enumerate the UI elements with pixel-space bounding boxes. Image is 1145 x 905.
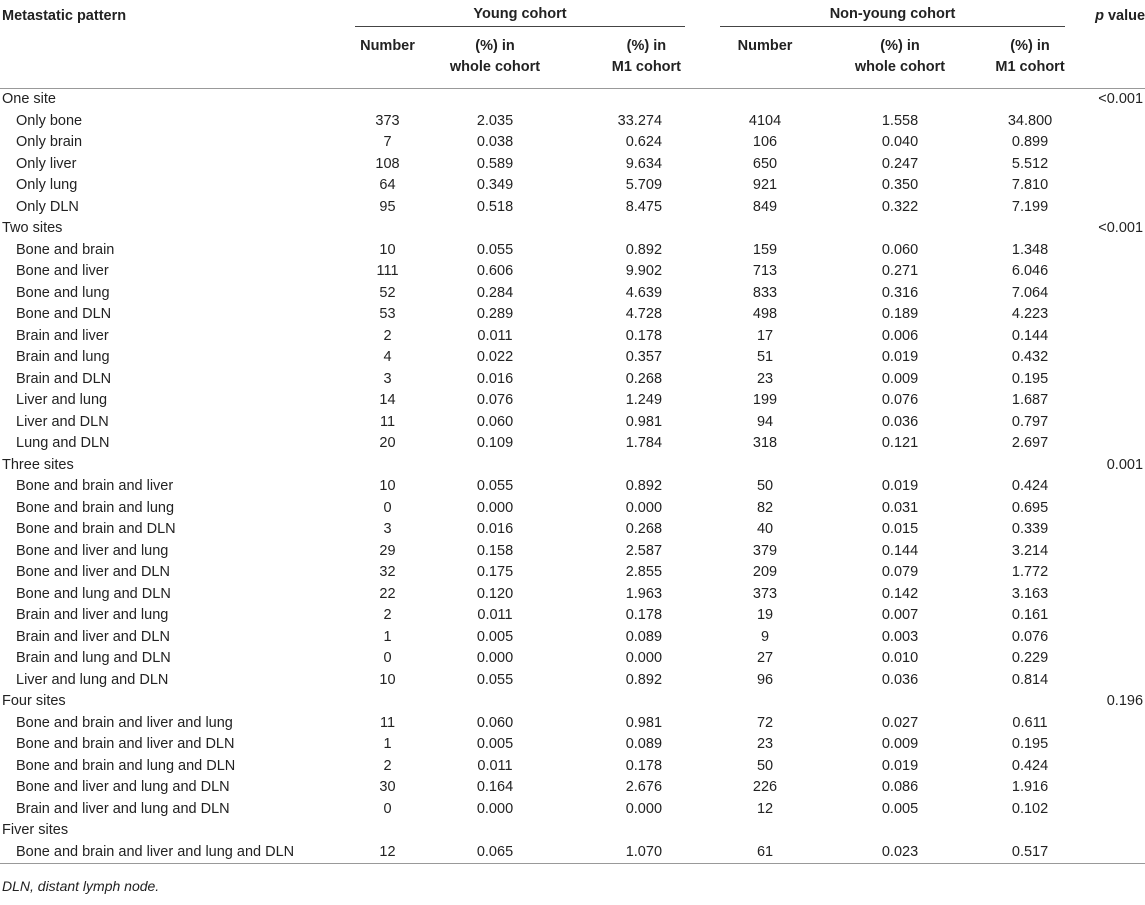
- nonyoung-m1-pct-cell: 0.899: [1011, 134, 1049, 150]
- pattern-cell: Bone and brain and lung: [16, 499, 175, 516]
- pattern-cell: Only liver: [16, 155, 77, 172]
- nonyoung-m1-pct-cell: 5.512: [1011, 155, 1049, 172]
- young-m1-pct-cell: 0.178: [625, 757, 663, 774]
- young-whole-pct-cell: 0.109: [476, 435, 514, 451]
- table-row: [0, 627, 1145, 649]
- nonyoung-m1-pct-cell: 0.611: [1012, 714, 1048, 731]
- table-row: [0, 261, 1145, 283]
- nonyoung-number-cell: 498: [752, 306, 778, 322]
- pattern-cell: Liver and lung and DLN: [16, 671, 169, 688]
- nonyoung-whole-pct-cell: 0.005: [881, 800, 919, 817]
- pattern-cell: Brain and liver and lung: [16, 607, 169, 623]
- young-m1-pct-cell: 0.178: [625, 327, 663, 344]
- pattern-cell: Bone and liver and lung and DLN: [16, 779, 230, 795]
- young-number-cell: 2: [383, 607, 392, 623]
- young-m1-pct-cell: 0.357: [625, 349, 663, 365]
- young-whole-pct-cell: 0.016: [476, 370, 514, 387]
- young-m1-pct-cell: 1.249: [625, 392, 663, 408]
- nonyoung-m1-pct-cell: 0.432: [1011, 349, 1049, 365]
- young-m1-pct-cell: 8.475: [625, 198, 663, 215]
- nonyoung-number-cell: 23: [756, 370, 774, 387]
- pattern-cell: Bone and liver and DLN: [16, 564, 170, 580]
- nonyoung-number-cell: 159: [752, 241, 778, 258]
- table-row: [0, 799, 1145, 821]
- young-m1-pct-cell: 0.892: [625, 478, 663, 494]
- young-number-cell: 1: [383, 736, 392, 752]
- young-m1-pct-cell: 0.892: [625, 671, 663, 688]
- young-number-cell: 10: [379, 478, 396, 494]
- nonyoung-m1-pct-cell: 0.517: [1011, 843, 1049, 860]
- pattern-cell: Brain and lung and DLN: [16, 650, 171, 666]
- nonyoung-number-cell: 9: [760, 628, 770, 645]
- young-whole-header: (%) in whole cohort: [449, 38, 541, 75]
- nonyoung-whole-pct-cell: 0.079: [881, 564, 919, 580]
- nonyoung-whole-pct-cell: 0.121: [881, 435, 919, 451]
- young-m1-pct-cell: 0.892: [625, 241, 663, 258]
- pattern-cell: Liver and lung: [16, 392, 108, 408]
- nonyoung-m1-pct-cell: 0.229: [1011, 650, 1049, 666]
- young-m1-pct-cell: 0.089: [625, 736, 663, 752]
- young-whole-pct-cell: 0.038: [476, 134, 514, 150]
- young-whole-pct-cell: 0.022: [476, 349, 514, 365]
- young-m1-pct-cell: 2.676: [625, 779, 663, 795]
- young-m1-pct-cell: 9.902: [625, 263, 663, 279]
- pattern-cell: Bone and brain and liver and lung: [16, 714, 233, 731]
- nonyoung-m1-pct-cell: 3.214: [1011, 542, 1049, 559]
- group-row: [0, 218, 1145, 240]
- group-title: Fiver sites: [2, 822, 69, 838]
- nonyoung-number-cell: 373: [752, 585, 778, 602]
- young-whole-pct-cell: 0.011: [477, 327, 513, 344]
- young-number-header: Number: [360, 38, 415, 54]
- pattern-cell: Bone and liver and lung: [16, 542, 169, 559]
- young-number-cell: 0: [383, 499, 392, 516]
- group-title: One site: [2, 91, 56, 107]
- nonyoung-number-cell: 50: [756, 478, 774, 494]
- young-number-cell: 0: [383, 650, 392, 666]
- pattern-cell: Brain and liver: [16, 327, 109, 344]
- nonyoung-whole-pct-cell: 0.060: [881, 241, 919, 258]
- nonyoung-number-cell: 713: [752, 263, 778, 279]
- young-m1-pct-cell: 0.981: [625, 413, 663, 430]
- young-whole-pct-cell: 0.175: [476, 564, 514, 580]
- group-p-value: <0.001: [1098, 91, 1144, 107]
- nonyoung-whole-pct-cell: 0.010: [881, 650, 919, 666]
- nonyoung-m1-pct-cell: 0.076: [1011, 628, 1049, 645]
- young-whole-pct-cell: 0.606: [476, 263, 514, 279]
- table-row: [0, 197, 1145, 219]
- young-whole-pct-cell: 0.349: [476, 177, 514, 193]
- young-whole-pct-cell: 0.011: [477, 757, 513, 774]
- nonyoung-number-cell: 318: [752, 435, 778, 451]
- young-number-cell: 64: [379, 177, 396, 193]
- table-row: [0, 369, 1145, 391]
- nonyoung-m1-pct-cell: 0.424: [1011, 478, 1049, 494]
- nonyoung-whole-pct-cell: 0.019: [881, 478, 919, 494]
- young-whole-pct-cell: 0.120: [476, 585, 514, 602]
- pattern-cell: Only lung: [16, 177, 78, 193]
- young-m1-pct-cell: 1.784: [625, 435, 663, 451]
- nonyoung-number-cell: 23: [756, 736, 774, 752]
- table-row: [0, 175, 1145, 197]
- table-row: [0, 734, 1145, 756]
- nonyoung-number-cell: 17: [756, 327, 774, 344]
- nonyoung-number-cell: 209: [752, 564, 778, 580]
- pattern-cell: Bone and lung and DLN: [16, 585, 171, 602]
- nonyoung-whole-pct-cell: 0.009: [881, 370, 919, 387]
- header-row-1: [0, 0, 1145, 32]
- group-row: [0, 820, 1145, 842]
- group-row: [0, 455, 1145, 477]
- pattern-cell: Brain and DLN: [16, 370, 112, 387]
- nonyoung-number-cell: 921: [752, 177, 778, 193]
- nonyoung-whole-pct-cell: 0.007: [881, 607, 919, 623]
- pattern-cell: Bone and brain and liver and lung and DLN: [16, 843, 295, 860]
- nonyoung-number-cell: 61: [756, 843, 774, 860]
- nonyoung-whole-pct-cell: 0.019: [881, 349, 919, 365]
- nonyoung-whole-pct-cell: 0.271: [881, 263, 919, 279]
- young-number-cell: 95: [379, 198, 396, 215]
- young-number-cell: 11: [379, 413, 396, 430]
- nonyoung-number-cell: 106: [752, 134, 778, 150]
- young-number-cell: 3: [383, 521, 392, 537]
- young-number-cell: 53: [379, 306, 396, 322]
- table-row: [0, 498, 1145, 520]
- table-row: [0, 648, 1145, 670]
- pattern-cell: Brain and lung: [16, 349, 110, 365]
- young-cohort-header: Young cohort: [355, 6, 685, 27]
- young-whole-pct-cell: 0.011: [477, 607, 513, 623]
- table-row: [0, 326, 1145, 348]
- nonyoung-number-cell: 12: [756, 800, 774, 817]
- nonyoung-m1-pct-cell: 6.046: [1011, 263, 1049, 279]
- nonyoung-number-cell: 51: [756, 349, 774, 365]
- nonyoung-m1-pct-cell: 2.697: [1011, 435, 1049, 451]
- young-number-cell: 12: [379, 843, 396, 860]
- group-p-value: 0.196: [1106, 693, 1144, 709]
- nonyoung-cohort-header: Non-young cohort: [720, 6, 1065, 27]
- nonyoung-m1-pct-cell: 0.102: [1011, 800, 1049, 817]
- table-row: [0, 154, 1145, 176]
- group-p-value: [1085, 820, 1145, 842]
- nonyoung-whole-pct-cell: 0.040: [881, 134, 919, 150]
- young-number-cell: 52: [379, 284, 396, 301]
- group-p-value: <0.001: [1098, 220, 1144, 236]
- nonyoung-whole-pct-cell: 0.023: [881, 843, 919, 860]
- table-row: [0, 304, 1145, 326]
- pattern-cell: Bone and brain and liver and DLN: [16, 736, 235, 752]
- nonyoung-m1-pct-cell: 0.195: [1011, 370, 1049, 387]
- table-row: [0, 476, 1145, 498]
- nonyoung-m1-pct-cell: 0.424: [1011, 757, 1049, 774]
- pattern-cell: Only DLN: [16, 198, 79, 215]
- nonyoung-whole-pct-cell: 0.142: [881, 585, 919, 602]
- young-whole-pct-cell: 0.055: [476, 241, 514, 258]
- young-whole-pct-cell: 0.055: [476, 671, 514, 688]
- nonyoung-whole-pct-cell: 0.003: [881, 628, 919, 645]
- young-number-cell: 0: [383, 800, 392, 817]
- young-whole-pct-cell: 0.000: [476, 499, 514, 516]
- nonyoung-whole-header: (%) in whole cohort: [854, 38, 946, 75]
- young-m1-pct-cell: 33.274: [617, 112, 663, 129]
- young-whole-pct-cell: 0.589: [476, 155, 514, 172]
- nonyoung-m1-pct-cell: 1.348: [1011, 241, 1049, 258]
- young-m1-pct-cell: 4.639: [625, 284, 663, 301]
- nonyoung-whole-pct-cell: 0.350: [881, 177, 919, 193]
- young-number-cell: 4: [383, 349, 392, 365]
- table-row: [0, 390, 1145, 412]
- table-row: [0, 433, 1145, 455]
- young-m1-pct-cell: 0.981: [625, 714, 663, 731]
- nonyoung-m1-pct-cell: 1.687: [1011, 392, 1049, 408]
- nonyoung-number-cell: 379: [752, 542, 778, 559]
- nonyoung-m1-pct-cell: 0.814: [1011, 671, 1049, 688]
- nonyoung-whole-pct-cell: 0.086: [881, 779, 919, 795]
- young-number-cell: 1: [383, 628, 392, 645]
- young-whole-pct-cell: 0.060: [476, 413, 514, 430]
- young-whole-pct-cell: 0.518: [476, 198, 514, 215]
- young-number-cell: 22: [379, 585, 396, 602]
- young-whole-pct-cell: 0.060: [476, 714, 514, 731]
- nonyoung-number-cell: 94: [756, 413, 774, 430]
- table-row: [0, 283, 1145, 305]
- nonyoung-whole-pct-cell: 0.015: [881, 521, 919, 537]
- nonyoung-whole-pct-cell: 0.189: [881, 306, 919, 322]
- young-m1-pct-cell: 0.268: [625, 370, 663, 387]
- pattern-cell: Bone and liver: [16, 263, 109, 279]
- table-row: [0, 541, 1145, 563]
- table-row: [0, 670, 1145, 692]
- young-m1-pct-cell: 0.268: [625, 521, 663, 537]
- group-row: [0, 89, 1145, 111]
- young-whole-pct-cell: 0.065: [476, 843, 514, 860]
- young-m1-pct-cell: 1.070: [625, 843, 663, 860]
- young-number-cell: 3: [383, 370, 392, 387]
- nonyoung-whole-pct-cell: 0.144: [881, 542, 919, 559]
- young-m1-pct-cell: 2.587: [625, 542, 663, 559]
- young-whole-pct-cell: 0.164: [476, 779, 514, 795]
- young-whole-pct-cell: 0.005: [476, 628, 514, 645]
- young-m1-header: (%) in M1 cohort: [611, 38, 682, 75]
- group-row: [0, 691, 1145, 713]
- table-row: [0, 756, 1145, 778]
- young-m1-pct-cell: 0.000: [625, 800, 663, 817]
- young-number-cell: 30: [379, 779, 396, 795]
- nonyoung-m1-pct-cell: 1.772: [1011, 564, 1049, 580]
- nonyoung-number-cell: 650: [752, 155, 778, 172]
- nonyoung-whole-pct-cell: 0.009: [881, 736, 919, 752]
- nonyoung-m1-pct-cell: 0.161: [1011, 607, 1049, 623]
- pattern-cell: Bone and lung: [16, 284, 110, 301]
- young-m1-pct-cell: 9.634: [625, 155, 663, 172]
- table-row: [0, 605, 1145, 627]
- table-row: [0, 584, 1145, 606]
- nonyoung-number-cell: 226: [752, 779, 778, 795]
- nonyoung-number-cell: 4104: [748, 112, 782, 129]
- footnote: DLN, distant lymph node.: [0, 864, 1145, 895]
- nonyoung-m1-header: (%) in M1 cohort: [995, 38, 1065, 75]
- table-row: [0, 111, 1145, 133]
- group-p-value: 0.001: [1106, 456, 1144, 473]
- nonyoung-number-header: Number: [737, 38, 793, 54]
- nonyoung-number-cell: 50: [756, 757, 774, 774]
- nonyoung-number-cell: 82: [756, 499, 774, 516]
- young-m1-pct-cell: 1.963: [625, 585, 663, 602]
- nonyoung-whole-pct-cell: 0.031: [881, 499, 919, 516]
- young-m1-pct-cell: 2.855: [625, 564, 663, 580]
- young-number-cell: 2: [383, 757, 392, 774]
- pattern-cell: Brain and liver and DLN: [16, 628, 170, 645]
- pattern-cell: Bone and DLN: [16, 306, 112, 322]
- young-m1-pct-cell: 4.728: [625, 306, 663, 322]
- pattern-cell: Bone and brain and DLN: [16, 521, 176, 537]
- table-row: [0, 412, 1145, 434]
- nonyoung-m1-pct-cell: 0.695: [1011, 499, 1049, 516]
- young-m1-pct-cell: 0.000: [625, 499, 663, 516]
- table-row: [0, 777, 1145, 799]
- nonyoung-m1-pct-cell: 7.810: [1011, 177, 1049, 193]
- nonyoung-m1-pct-cell: 34.800: [1007, 112, 1053, 129]
- nonyoung-m1-pct-cell: 0.144: [1011, 327, 1049, 344]
- nonyoung-whole-pct-cell: 1.558: [881, 112, 919, 129]
- young-number-cell: 7: [383, 134, 392, 150]
- nonyoung-m1-pct-cell: 0.339: [1011, 521, 1049, 537]
- group-title: Three sites: [2, 456, 74, 473]
- nonyoung-number-cell: 19: [756, 607, 774, 623]
- nonyoung-m1-pct-cell: 7.199: [1011, 198, 1049, 215]
- young-m1-pct-cell: 0.178: [625, 607, 663, 623]
- pattern-cell: Bone and brain and lung and DLN: [16, 757, 236, 774]
- nonyoung-number-cell: 849: [752, 198, 778, 215]
- nonyoung-whole-pct-cell: 0.027: [881, 714, 919, 731]
- nonyoung-m1-pct-cell: 1.916: [1011, 779, 1049, 795]
- young-number-cell: 10: [379, 671, 396, 688]
- pattern-cell: Only bone: [16, 112, 83, 129]
- nonyoung-m1-pct-cell: 0.195: [1011, 736, 1049, 752]
- young-whole-pct-cell: 0.055: [476, 478, 514, 494]
- young-whole-pct-cell: 0.016: [476, 521, 514, 537]
- nonyoung-whole-pct-cell: 0.322: [881, 198, 919, 215]
- young-whole-pct-cell: 0.289: [476, 306, 514, 322]
- young-number-cell: 29: [379, 542, 396, 559]
- table-row: [0, 519, 1145, 541]
- nonyoung-number-cell: 40: [756, 521, 774, 537]
- nonyoung-whole-pct-cell: 0.076: [881, 392, 919, 408]
- young-number-cell: 32: [379, 564, 396, 580]
- young-m1-pct-cell: 0.624: [625, 134, 663, 150]
- nonyoung-whole-pct-cell: 0.036: [881, 671, 919, 688]
- table-body: [0, 89, 1145, 864]
- pattern-cell: Bone and brain: [16, 241, 115, 258]
- nonyoung-m1-pct-cell: 3.163: [1011, 585, 1049, 602]
- pattern-cell: Only brain: [16, 134, 83, 150]
- nonyoung-number-cell: 833: [752, 284, 778, 301]
- table-row: [0, 713, 1145, 735]
- header-row-2: [0, 32, 1145, 88]
- p-value-header: p value: [1095, 8, 1145, 24]
- nonyoung-whole-pct-cell: 0.019: [881, 757, 919, 774]
- young-m1-pct-cell: 0.000: [625, 650, 663, 666]
- young-number-cell: 11: [379, 714, 396, 731]
- young-whole-pct-cell: 0.000: [476, 800, 514, 817]
- young-number-cell: 14: [379, 392, 396, 408]
- table-row: [0, 562, 1145, 584]
- young-number-cell: 2: [383, 327, 392, 344]
- nonyoung-whole-pct-cell: 0.006: [881, 327, 919, 344]
- young-whole-pct-cell: 2.035: [476, 112, 514, 129]
- young-number-cell: 10: [379, 241, 396, 258]
- young-whole-pct-cell: 0.005: [476, 736, 514, 752]
- table-row: [0, 347, 1145, 369]
- nonyoung-m1-pct-cell: 4.223: [1011, 306, 1049, 322]
- group-title: Two sites: [2, 220, 63, 236]
- young-whole-pct-cell: 0.284: [476, 284, 514, 301]
- table-row: [0, 132, 1145, 154]
- nonyoung-number-cell: 96: [756, 671, 774, 688]
- group-title: Four sites: [2, 693, 66, 709]
- nonyoung-m1-pct-cell: 0.797: [1011, 413, 1049, 430]
- young-number-cell: 373: [375, 112, 400, 129]
- young-m1-pct-cell: 0.089: [625, 628, 663, 645]
- pattern-cell: Bone and brain and liver: [16, 478, 174, 494]
- young-number-cell: 108: [375, 155, 400, 172]
- nonyoung-whole-pct-cell: 0.316: [881, 284, 919, 301]
- nonyoung-number-cell: 199: [752, 392, 778, 408]
- pattern-cell: Liver and DLN: [16, 413, 109, 430]
- pattern-cell: Brain and liver and lung and DLN: [16, 800, 230, 817]
- young-whole-pct-cell: 0.076: [476, 392, 514, 408]
- young-number-cell: 20: [379, 435, 396, 451]
- nonyoung-number-cell: 72: [756, 714, 774, 731]
- pattern-header: Metastatic pattern: [2, 8, 127, 24]
- table-row: [0, 240, 1145, 262]
- nonyoung-m1-pct-cell: 7.064: [1011, 284, 1049, 301]
- young-number-cell: 111: [376, 263, 399, 279]
- pattern-cell: Lung and DLN: [16, 435, 110, 451]
- young-whole-pct-cell: 0.158: [476, 542, 514, 559]
- table-row: [0, 842, 1145, 864]
- nonyoung-number-cell: 27: [756, 650, 774, 666]
- young-m1-pct-cell: 5.709: [625, 177, 663, 193]
- nonyoung-whole-pct-cell: 0.247: [881, 155, 919, 172]
- nonyoung-whole-pct-cell: 0.036: [881, 413, 919, 430]
- young-whole-pct-cell: 0.000: [476, 650, 514, 666]
